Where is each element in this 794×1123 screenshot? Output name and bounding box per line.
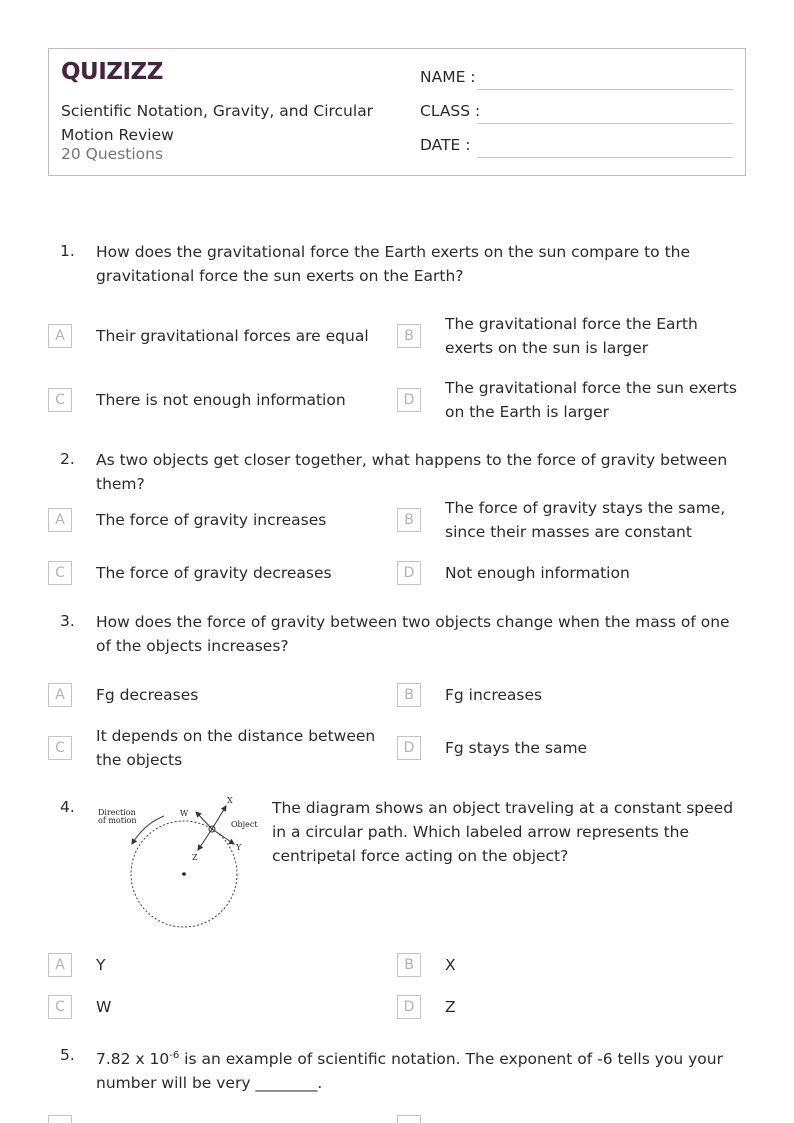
class-label: CLASS : [420, 102, 481, 120]
direction-label-2: of motion [98, 816, 137, 825]
circular-motion-diagram [96, 794, 262, 932]
option-letter-b[interactable]: B [397, 324, 421, 348]
class-field[interactable] [477, 123, 733, 124]
option-text-c[interactable]: The force of gravity decreases [96, 564, 332, 582]
option-letter-d[interactable]: D [397, 388, 421, 412]
label-w: W [180, 809, 189, 818]
question-text [96, 1044, 746, 1095]
worksheet-header [48, 48, 746, 176]
question-count: 20 Questions [61, 145, 164, 163]
option-letter-b[interactable] [397, 1115, 421, 1123]
option-letter-a[interactable]: A [48, 324, 72, 348]
question-number: 1. [60, 242, 75, 260]
label-y: Y [236, 843, 242, 852]
option-text-a[interactable]: Their gravitational forces are equal [96, 327, 369, 345]
question-text: How does the gravitational force the Earth exerts on the sun compare to the gravitational force the sun exerts on the Earth? [96, 243, 691, 285]
option-letter-d[interactable]: D [397, 995, 421, 1019]
option-text-d[interactable]: Z [445, 998, 456, 1016]
question-number: 3. [60, 612, 75, 630]
option-text-b[interactable]: The gravitational force the Earth exerts on the sun is larger [445, 315, 698, 357]
option-text-a[interactable]: Y [96, 956, 106, 974]
option-letter-a[interactable]: A [48, 953, 72, 977]
center-point [182, 872, 186, 876]
option-letter-c[interactable]: C [48, 561, 72, 585]
option-text-a[interactable]: The force of gravity increases [96, 511, 327, 529]
exponent: -6 [169, 1050, 180, 1061]
name-field[interactable] [477, 89, 733, 90]
question-text: As two objects get closer together, what happens to the force of gravity between them? [96, 451, 728, 493]
question-text: The diagram shows an object traveling at a constant speed in a circular path. Which labeled arrow represents the centripetal force acting on the object? [272, 799, 734, 865]
option-letter-b[interactable]: B [397, 683, 421, 707]
option-text-d[interactable]: Not enough information [445, 564, 630, 582]
option-letter-b[interactable]: B [397, 953, 421, 977]
direction-label-1: Direction [98, 808, 136, 817]
option-text-b[interactable]: Fg increases [445, 686, 543, 704]
question-number: 5. [60, 1046, 75, 1064]
arrow-y [212, 829, 234, 844]
option-letter-d[interactable]: D [397, 561, 421, 585]
date-label: DATE : [420, 136, 471, 154]
option-letter-b[interactable]: B [397, 508, 421, 532]
option-text-a[interactable]: Fg decreases [96, 686, 199, 704]
question-text-base: 7.82 x 10 [96, 1050, 170, 1069]
option-letter-d[interactable]: D [397, 736, 421, 760]
option-letter-a[interactable]: A [48, 508, 72, 532]
question-text: How does the force of gravity between two objects change when the mass of one of the objects increases? [96, 613, 730, 655]
object-label: Object [231, 820, 258, 829]
option-letter-c[interactable]: C [48, 736, 72, 760]
date-field[interactable] [477, 157, 733, 158]
name-label: NAME : [420, 68, 476, 86]
worksheet-title: Scientific Notation, Gravity, and Circular Motion Review [61, 102, 374, 144]
direction-of-motion-arrow [132, 816, 164, 844]
option-text-b[interactable]: The force of gravity stays the same, since their masses are constant [445, 499, 726, 541]
question-number: 4. [60, 798, 75, 816]
option-letter-a[interactable] [48, 1115, 72, 1123]
arrow-z [198, 829, 212, 850]
option-text-b[interactable]: X [445, 956, 456, 974]
label-z: Z [192, 853, 198, 862]
arrow-w [196, 812, 212, 829]
question-text-rest: is an example of scientific notation. The exponent of -6 tells you your number will be very ________. [96, 1050, 723, 1093]
option-text-c[interactable]: It depends on the distance between the objects [96, 727, 376, 769]
option-text-d[interactable]: Fg stays the same [445, 739, 588, 757]
label-x: X [227, 796, 233, 805]
quizizz-logo: QUIZIZZ [61, 59, 163, 85]
option-text-c[interactable]: There is not enough information [96, 391, 346, 409]
option-text-c[interactable]: W [96, 998, 112, 1016]
option-letter-c[interactable]: C [48, 995, 72, 1019]
option-letter-c[interactable]: C [48, 388, 72, 412]
option-text-d[interactable]: The gravitational force the sun exerts on the Earth is larger [445, 379, 737, 421]
question-number: 2. [60, 450, 75, 468]
arrow-x [212, 806, 226, 829]
option-letter-a[interactable]: A [48, 683, 72, 707]
